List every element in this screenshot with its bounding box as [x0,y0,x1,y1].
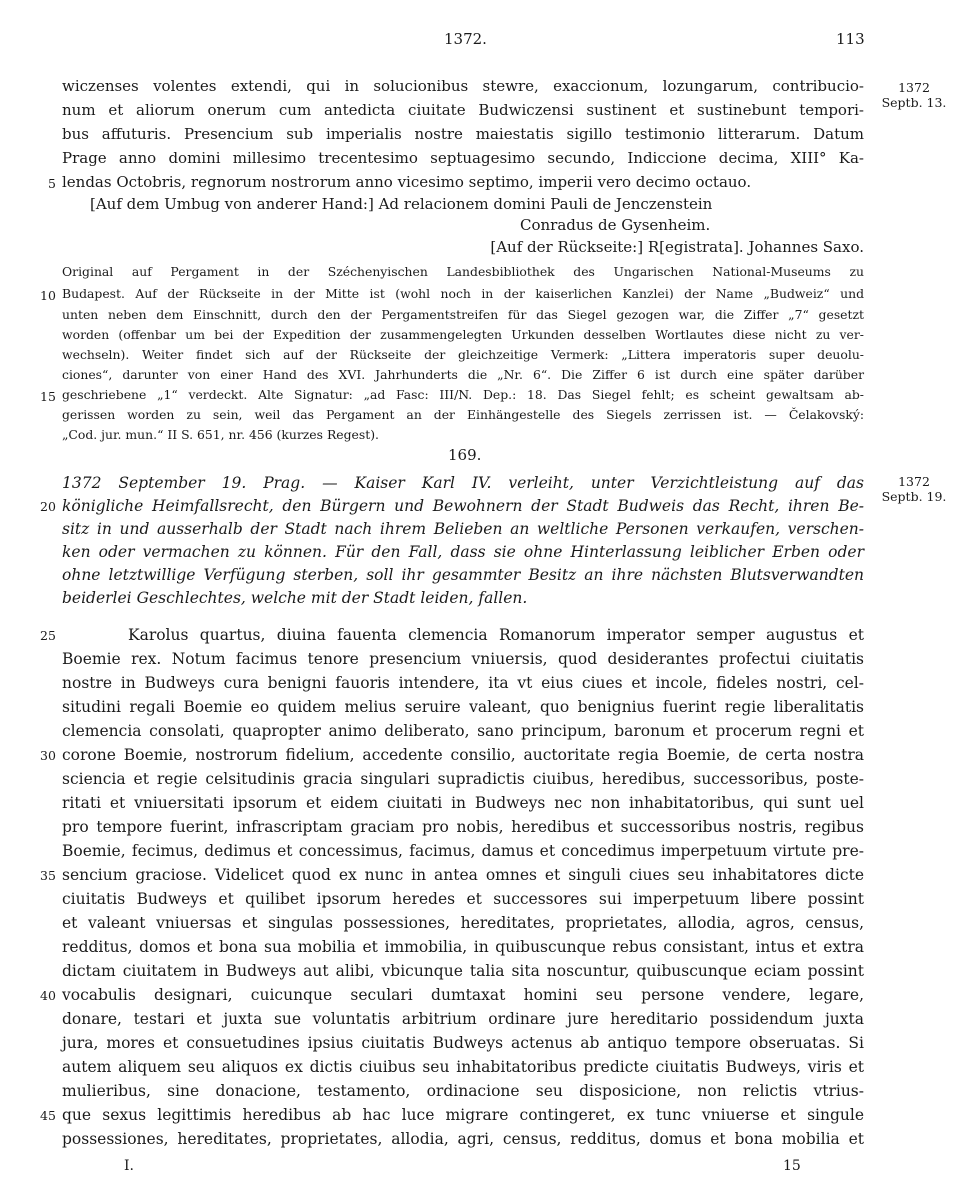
text-line: Prage anno domini millesimo trecentesimo septuagesimo secundo, Indiccione decima, XIII° Ka- [62,149,864,167]
endorsement-line: Conradus de Gysenheim. [520,216,711,234]
line-number: 25 [40,628,56,643]
line-number: 15 [40,389,56,404]
document-number: 169. [448,446,482,464]
charter-line: et valeant vniuersas et singulas possessiones, hereditates, proprietates, allodia, agros, census, [62,914,864,932]
note-line: geschriebene „1“ verdeckt. Alte Signatur: „ad Fasc: III/N. Dep.: 18. Das Siegel fehlt; es scheint gewaltsam ab- [62,387,864,402]
line-number: 30 [40,748,56,763]
regest-line: 1372 September 19. Prag. — Kaiser Karl IV. verleiht, unter Verzichtleistung auf das [62,474,864,492]
note-line: wechseln). Weiter findet sich auf der Rückseite der gleichzeitige Vermerk: „Littera imperatoris super deuolu- [62,347,864,362]
line-number: 10 [40,288,56,303]
note-line: Original auf Pergament in der Széchenyischen Landesbibliothek des Ungarischen National-Museums zu [62,264,864,279]
line-number: 35 [40,868,56,883]
note-line: ciones“, darunter von einer Hand des XVI. Jahrhunderts die „Nr. 6“. Die Ziffer 6 ist durch eine später darüber [62,367,864,382]
charter-line: nostre in Budweys cura benigni fauoris intendere, ita vt eius ciues et incole, fideles nostri, cel- [62,674,864,692]
note-line: Budapest. Auf der Rückseite in der Mitte ist (wohl noch in der kaiserlichen Kanzlei) der Name „Budweiz“ und [62,286,864,301]
regest-line: ken oder vermachen zu können. Für den Fall, dass sie ohne Hinterlassung leiblicher Erben oder [62,543,864,561]
note-line: unten neben dem Einschnitt, durch den der Pergamentstreifen für das Siegel gezogen war, die Ziffer „7“ gesetzt [62,307,864,322]
charter-line: vocabulis designari, cuicunque seculari dumtaxat homini seu persone vendere, legare, [62,986,864,1004]
charter-line: mulieribus, sine donacione, testamento, ordinacione seu disposicione, non relictis vtrius- [62,1082,864,1100]
line-number: 5 [48,176,56,191]
regest-line: ohne letztwillige Verfügung sterben, soll ihr gesammter Besitz an ihre nächsten Blutsverwandten [62,566,864,584]
page-number: 113 [836,30,865,48]
text-line: lendas Octobris, regnorum nostrorum anno vicesimo septimo, imperii vero decimo octauo. [62,173,752,191]
line-number: 45 [40,1108,56,1123]
charter-line: autem aliquem seu aliquos ex dictis ciuibus seu inhabitatoribus predicte ciuitatis Budweys, viris et [62,1058,864,1076]
charter-line: redditus, domos et bona sua mobilia et immobilia, in quibuscunque rebus consistant, intus et extra [62,938,864,956]
charter-line: que sexus legittimis heredibus ab hac luce migrare contingeret, ex tunc vniuerse et singule [62,1106,864,1124]
charter-line: Karolus quartus, diuina fauenta clemencia Romanorum imperator semper augustus et [128,626,864,644]
endorsement-line: [Auf der Rückseite:] R[egistrata]. Johannes Saxo. [490,238,864,256]
margin-year: 1372 [898,80,930,95]
note-line: worden (offenbar um bei der Expedition der zusammengelegten Urkunden desselben Wortlautes diese nicht zu ver- [62,327,864,342]
charter-line: jura, mores et consuetudines ipsius ciuitatis Budweys actenus ab antiquo tempore obseruatas. Si [62,1034,864,1052]
text-line: num et aliorum onerum cum antedicta ciuitate Budwiczensi sustinent et sustinebunt tempori- [62,101,864,119]
charter-line: ritati et vniuersitati ipsorum et eidem ciuitati in Budweys nec non inhabitatoribus, qui sunt uel [62,794,864,812]
line-number: 40 [40,988,56,1003]
margin-date-2 [874,474,954,504]
charter-line: sciencia et regie celsitudinis gracia singulari supradictis ciuibus, heredibus, successoribus, poste- [62,770,864,788]
charter-line: ciuitatis Budweys et quilibet ipsorum heredes et successores sui imperpetuum libere possint [62,890,864,908]
running-head-year: 1372. [444,30,487,48]
margin-day: Septb. 19. [881,489,947,504]
charter-line: Boemie rex. Notum facimus tenore presencium vniuersis, quod desiderantes profectui ciuitatis [62,650,864,668]
margin-date-1 [874,80,954,110]
charter-line: possessiones, hereditates, proprietates, allodia, agri, census, redditus, domus et bona mobilia et [62,1130,864,1148]
margin-day: Septb. 13. [881,95,947,110]
signature-mark: I. [124,1158,134,1174]
regest-line: beiderlei Geschlechtes, welche mit der Stadt leiden, fallen. [62,589,528,607]
regest-line: sitz in und ausserhalb der Stadt nach ihrem Belieben an weltliche Personen verkaufen, verschen- [62,520,864,538]
note-line: „Cod. jur. mun.“ II S. 651, nr. 456 (kurzes Regest). [62,427,379,442]
line-number: 20 [40,499,56,514]
text-line: wiczenses volentes extendi, qui in solucionibus stewre, exaccionum, lozungarum, contribucio- [62,77,864,95]
note-line: gerissen worden zu sein, weil das Pergament an der Einhängestelle des Siegels zerrissen ist. — Čelakovský: [62,407,864,422]
charter-line: sencium graciose. Videlicet quod ex nunc in antea omnes et singuli ciues seu inhabitatores dicte [62,866,864,884]
regest-line: königliche Heimfallsrecht, den Bürgern und Bewohnern der Stadt Budweis das Recht, ihren Be- [62,497,864,515]
margin-year: 1372 [898,474,930,489]
charter-line: Boemie, fecimus, dedimus et concessimus, facimus, damus et concedimus imperpetuum virtute pre- [62,842,864,860]
charter-line: situdini regali Boemie eo quidem melius seruire valeant, quo benignius fuerint regie liberalitatis [62,698,864,716]
charter-line: donare, testari et juxta sue voluntatis arbitrium ordinare jure hereditario possidendum juxta [62,1010,864,1028]
charter-line: dictam ciuitatem in Budweys aut alibi, vbicunque talia sita noscuntur, quibuscunque eciam possint [62,962,864,980]
text-line: bus affuturis. Presencium sub imperialis nostre maiestatis sigillo testimonio litterarum. Datum [62,125,864,143]
charter-line: corone Boemie, nostrorum fidelium, accedente consilio, auctoritate regia Boemie, de certa nostra [62,746,864,764]
endorsement-line: [Auf dem Umbug von anderer Hand:] Ad relacionem domini Pauli de Jenczenstein [90,195,713,213]
charter-line: clemencia consolati, quapropter animo deliberato, sano principum, baronum et procerum regni et [62,722,864,740]
sheet-number: 15 [783,1158,801,1174]
charter-line: pro tempore fuerint, infrascriptam graciam pro nobis, heredibus et successoribus nostris, regibus [62,818,864,836]
